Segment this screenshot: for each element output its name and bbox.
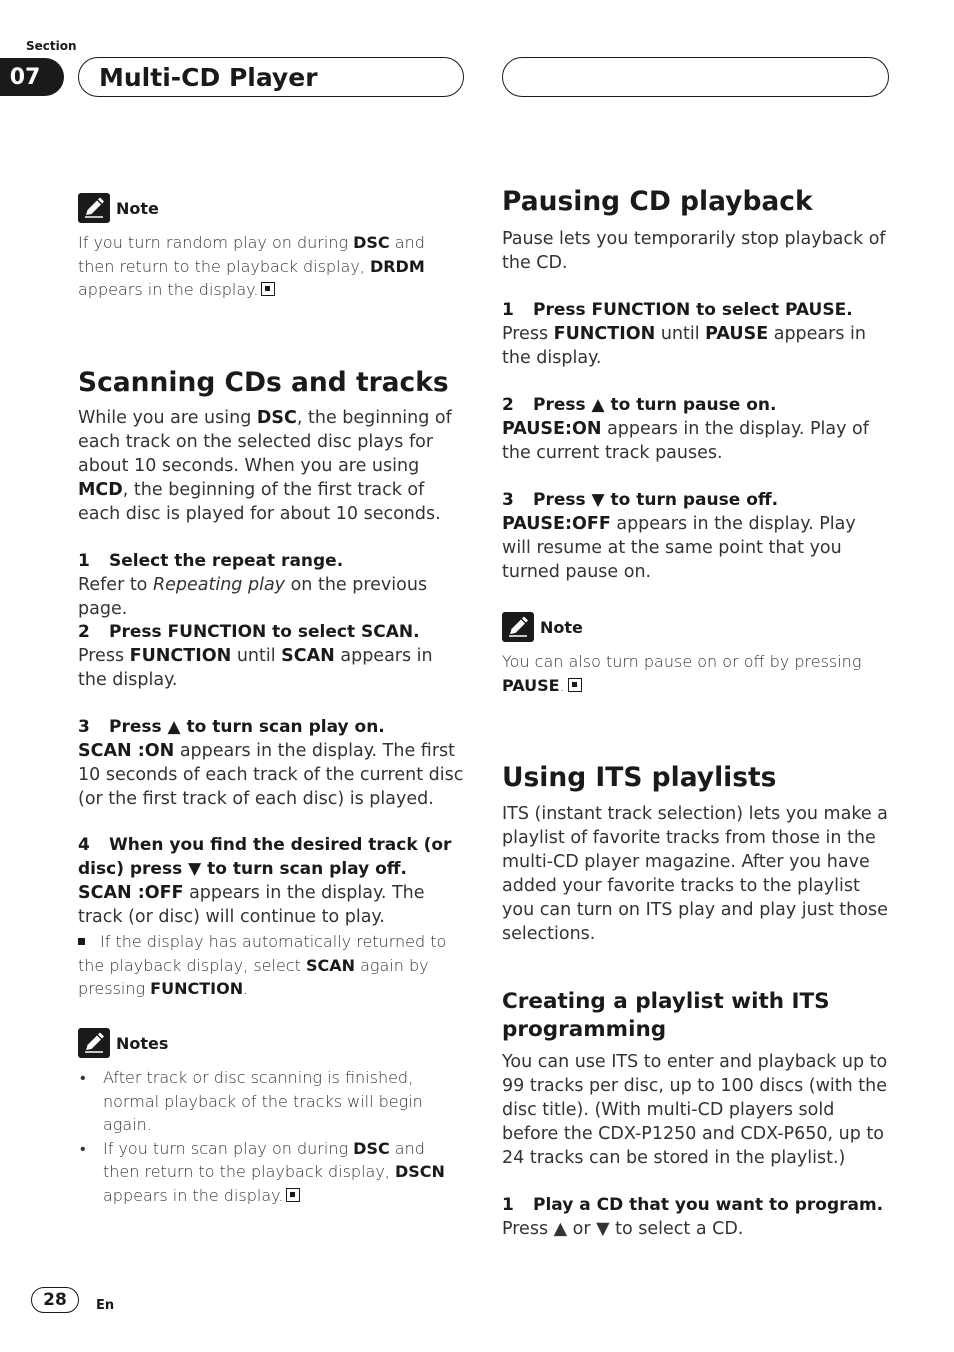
list-item: • After track or disc scanning is finished, normal playback of the tracks will begin again. (80, 1068, 423, 1134)
pause-step-2: 2 Press ▲ to turn pause on. PAUSE:ON appears in the display. Play of the current track pauses. (502, 395, 869, 463)
end-mark-icon (261, 282, 275, 296)
scan-step-1: 1 Select the repeat range. Refer to Repeating play on the previous page. (78, 551, 428, 619)
section-number-badge: 07 (0, 58, 64, 96)
subsection-heading-creating-playlist: Creating a playlist with ITS programming (502, 989, 830, 1042)
note-block (78, 193, 464, 302)
notes-block (78, 1028, 464, 1207)
page-number: 28 (31, 1287, 79, 1313)
its-intro: ITS (instant track selection) lets you make a playlist of favorite tracks from those in the multi-CD player magazine. After you have added your favorite tracks to the playlist you can turn on ITS play and play just those selections. (502, 804, 888, 944)
note-text: You can also turn pause on or off by pressing PAUSE. (502, 652, 862, 695)
scan-step-4: 4 When you find the desired track (or disc) press ▼ to turn scan play off. SCAN :OFF appears in the display. The track (or disc) will continue to play. If the display has automatically returned to the playback display, select SCAN again by pressing FUNCTION. (78, 833, 464, 1001)
note-text: If you turn random play on during DSC and then return to the playback display, DRDM appears in the display. (78, 233, 425, 299)
scan-step-3: 3 Press ▲ to turn scan play on. SCAN :ON appears in the display. The first 10 seconds of each track of the current disc (or the first track of each disc) is played. (78, 717, 464, 809)
scan-intro: While you are using DSC, the beginning of each track on the selected disc plays for about 10 seconds. When you are using MCD, the beginning of the first track of each disc is played for about 10 seconds. (78, 408, 452, 524)
pencil-icon (78, 193, 110, 223)
pencil-icon (78, 1028, 110, 1058)
section-heading-its: Using ITS playlists (502, 762, 777, 793)
square-bullet-icon (78, 938, 85, 945)
section-heading-pausing: Pausing CD playback (502, 186, 813, 217)
section-label: Section (26, 39, 77, 53)
pause-step-3: 3 Press ▼ to turn pause off. PAUSE:OFF appears in the display. Play will resume at the same point that you turned pause on. (502, 490, 856, 582)
scan-step-2: 2 Press FUNCTION to select SCAN. Press FUNCTION until SCAN appears in the display. (78, 622, 433, 690)
pencil-icon (502, 612, 534, 642)
pause-step-1: 1 Press FUNCTION to select PAUSE. Press FUNCTION until PAUSE appears in the display. (502, 300, 866, 368)
list-item: • If you turn scan play on during DSC and then return to the playback display, DSCN appears in the display. (80, 1138, 445, 1205)
language-code: En (96, 1298, 115, 1313)
notes-heading: Notes (116, 1033, 169, 1053)
end-mark-icon (286, 1188, 300, 1202)
pause-intro: Pause lets you temporarily stop playback of the CD. (502, 229, 886, 273)
note-heading: Note (540, 617, 583, 637)
note-heading: Note (116, 198, 159, 218)
section-heading-scanning: Scanning CDs and tracks (78, 367, 449, 398)
its-sub-intro: You can use ITS to enter and playback up to 99 tracks per disc, up to 100 discs (with the disc title). (With multi-CD players sold before the CDX-P1250 and CDX-P650, up to 24 tracks can be stored in the playlist.) (502, 1052, 888, 1168)
end-mark-icon (568, 678, 582, 692)
note-block (502, 612, 890, 697)
chapter-title-blank (502, 57, 889, 97)
its-step-1: 1 Play a CD that you want to program. Press ▲ or ▼ to select a CD. (502, 1195, 884, 1239)
scan-tip: If the display has automatically returned to the playback display, select SCAN again by pressing FUNCTION. (78, 932, 447, 998)
chapter-title: Multi-CD Player (78, 57, 464, 97)
